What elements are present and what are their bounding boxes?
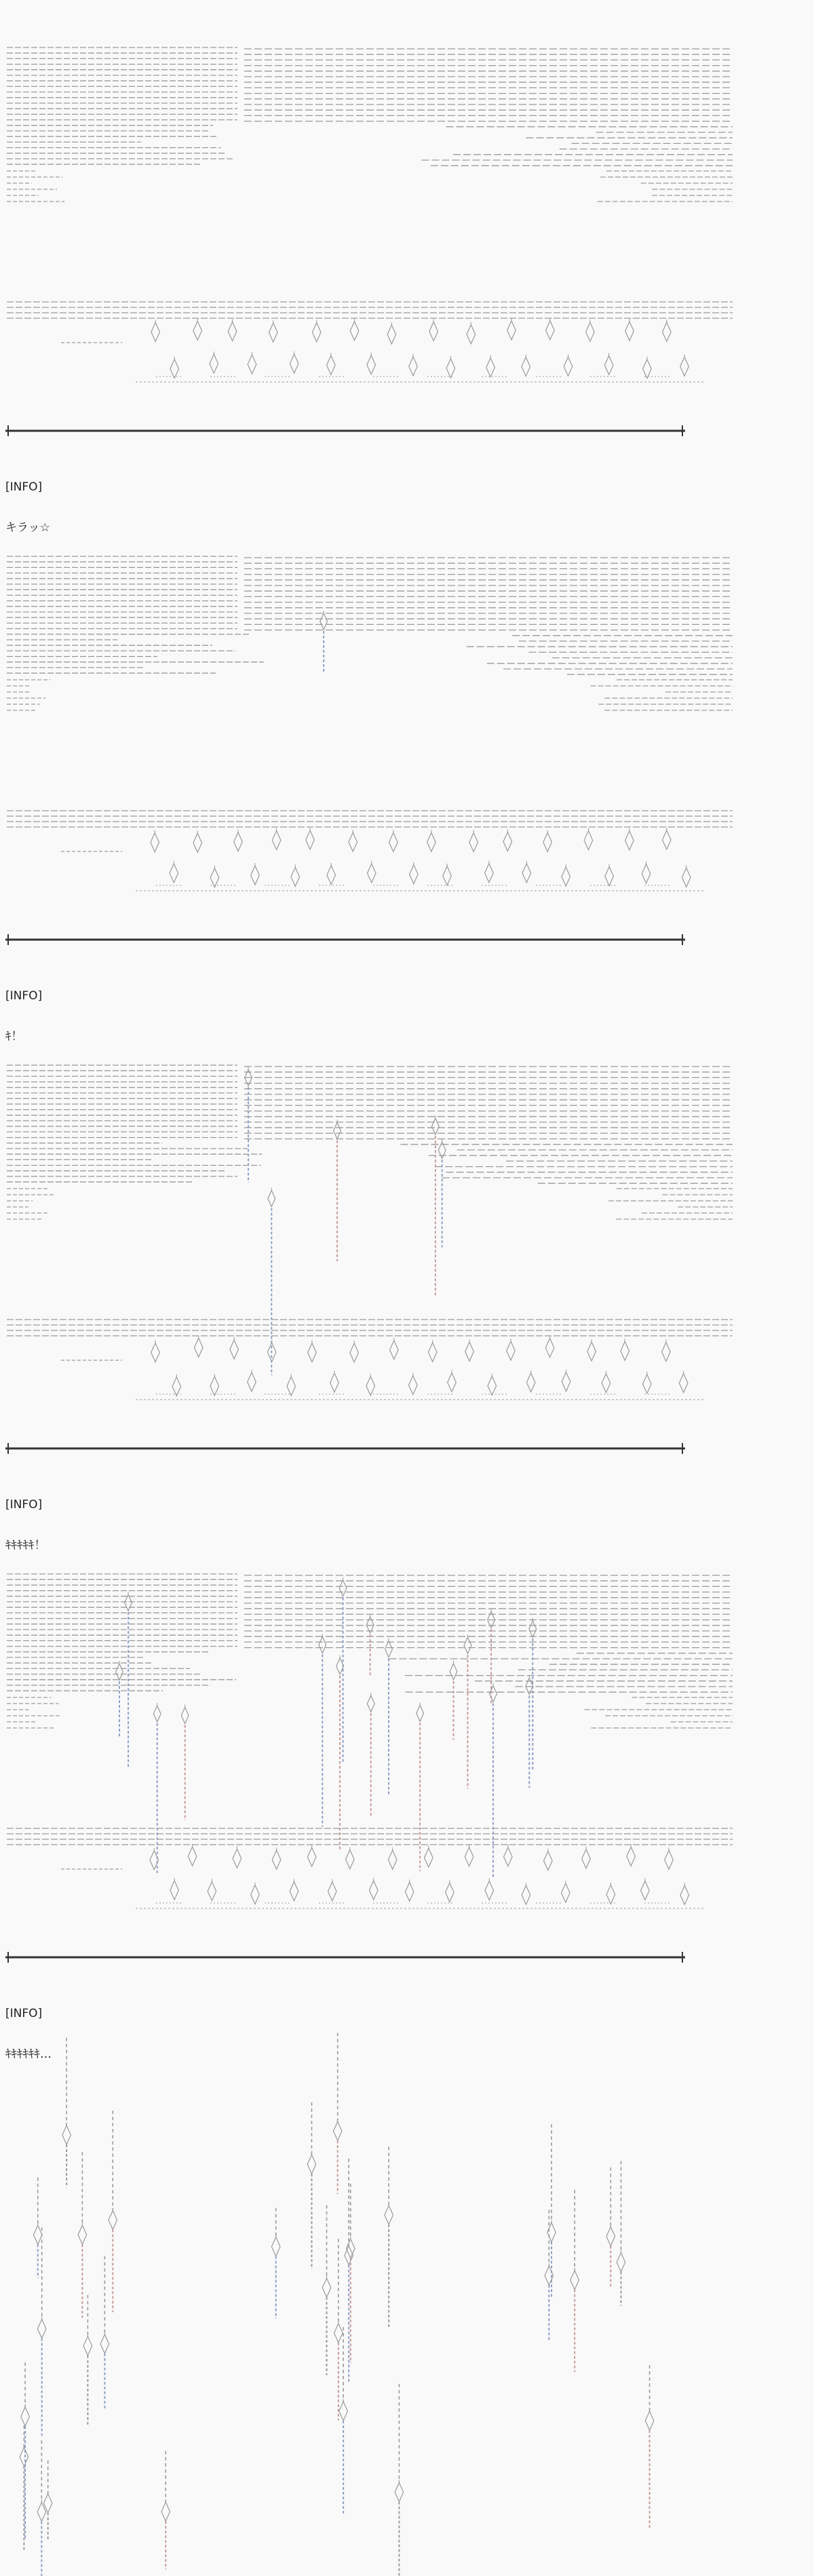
- falling-sparkle-4-6: [153, 1706, 161, 1722]
- ground-sparkle-3-0: [151, 1343, 160, 1362]
- ground-sparkle-1-19: [367, 355, 376, 374]
- ground-sparkle-3-24: [562, 1372, 570, 1391]
- ground-sparkle-3-6: [390, 1341, 399, 1360]
- ground-sparkle-2-24: [562, 867, 570, 886]
- falling-sparkle-4-14: [339, 1580, 347, 1596]
- final-sparkle-14: [307, 2155, 316, 2174]
- ground-sparkle-4-24: [562, 1883, 570, 1902]
- ground-sparkle-2-1: [193, 833, 202, 852]
- ground-sparkle-1-18: [327, 355, 336, 374]
- ground-sparkle-1-22: [486, 358, 495, 377]
- ground-sparkle-1-15: [210, 354, 218, 373]
- final-sparkle-10: [333, 2121, 342, 2140]
- ground-sparkle-4-14: [170, 1881, 179, 1900]
- falling-sparkle-4-4: [125, 1594, 132, 1611]
- ground-sparkle-1-12: [625, 322, 634, 341]
- ground-sparkle-2-21: [443, 866, 452, 885]
- ground-sparkle-3-18: [330, 1373, 339, 1392]
- info-label-2: [5, 962, 42, 1071]
- ground-sparkle-4-16: [251, 1885, 260, 1904]
- ground-sparkle-2-19: [367, 864, 376, 883]
- final-sparkle-4: [606, 2227, 615, 2246]
- ground-sparkle-4-11: [582, 1849, 591, 1868]
- ground-sparkle-1-4: [312, 323, 321, 342]
- ground-sparkle-3-2: [230, 1340, 239, 1359]
- ground-sparkle-2-9: [503, 832, 512, 851]
- ground-sparkle-3-12: [621, 1341, 629, 1360]
- ground-sparkle-1-7: [429, 322, 438, 341]
- final-sparkle-16: [645, 2411, 654, 2430]
- final-sparkle-2: [322, 2278, 331, 2297]
- info-caption-2: ｷ！: [5, 1030, 23, 1043]
- ground-sparkle-2-14: [170, 864, 178, 883]
- ground-sparkle-2-5: [349, 832, 357, 851]
- ground-sparkle-3-7: [428, 1343, 437, 1362]
- ground-sparkle-4-17: [290, 1882, 298, 1901]
- ground-sparkle-4-12: [627, 1847, 636, 1866]
- falling-sparkle-4-2: [385, 1641, 393, 1657]
- ground-sparkle-1-26: [643, 360, 652, 379]
- falling-sparkle-4-9: [450, 1664, 457, 1680]
- final-sparkle-24: [33, 2225, 42, 2244]
- ground-sparkle-1-11: [586, 322, 595, 341]
- ground-sparkle-2-27: [682, 868, 691, 887]
- ground-sparkle-3-16: [248, 1372, 256, 1391]
- ground-sparkle-3-20: [408, 1376, 417, 1395]
- ground-sparkle-3-27: [679, 1374, 688, 1393]
- ground-sparkle-2-6: [389, 832, 398, 851]
- ground-sparkle-3-5: [350, 1343, 359, 1362]
- info-caption-1: キラッ☆: [5, 521, 50, 535]
- ground-sparkle-4-19: [369, 1881, 378, 1900]
- ground-sparkle-1-27: [680, 357, 689, 376]
- ground-sparkle-4-8: [465, 1847, 473, 1866]
- ground-sparkle-4-18: [328, 1882, 337, 1901]
- ground-sparkle-2-2: [234, 832, 243, 851]
- ground-sparkle-1-14: [170, 360, 179, 379]
- ground-sparkle-2-16: [251, 866, 260, 885]
- ground-sparkle-4-7: [424, 1848, 433, 1867]
- ground-sparkle-3-23: [526, 1373, 535, 1392]
- ground-sparkle-2-25: [605, 867, 614, 886]
- ground-sparkle-2-11: [584, 831, 593, 850]
- ground-sparkle-2-8: [469, 832, 478, 851]
- ground-sparkle-1-2: [228, 322, 237, 341]
- ground-sparkle-3-9: [507, 1341, 516, 1360]
- ground-sparkle-2-3: [272, 830, 281, 849]
- info-tag-4: [INFO]: [5, 2007, 43, 2020]
- ground-sparkle-1-8: [467, 325, 476, 344]
- ground-sparkle-3-15: [210, 1377, 219, 1396]
- ground-sparkle-1-6: [387, 325, 396, 344]
- ground-sparkle-4-1: [188, 1847, 197, 1866]
- ground-sparkle-1-17: [290, 354, 298, 373]
- final-sparkle-11: [62, 2126, 71, 2145]
- info-caption-3: ｷｷｷｷｷ！: [5, 1539, 46, 1552]
- ground-sparkle-4-13: [665, 1850, 674, 1869]
- ground-sparkle-2-17: [291, 867, 300, 886]
- ground-sparkle-4-27: [680, 1885, 689, 1904]
- final-sparkle-3: [37, 2320, 46, 2339]
- falling-sparkle-4-1: [464, 1637, 471, 1653]
- ground-sparkle-4-2: [233, 1849, 241, 1868]
- ground-sparkle-4-3: [272, 1850, 281, 1869]
- ground-sparkle-1-9: [507, 321, 516, 340]
- final-sparkle-23: [20, 2447, 28, 2466]
- ground-sparkle-4-9: [504, 1847, 513, 1866]
- final-sparkle-12: [21, 2407, 30, 2426]
- ground-sparkle-1-10: [546, 321, 555, 340]
- falling-sparkle-3-2: [268, 1191, 275, 1207]
- ground-sparkle-1-20: [409, 357, 418, 376]
- info-tag-1: [INFO]: [5, 480, 43, 494]
- falling-sparkle-4-13: [181, 1708, 189, 1724]
- ground-sparkle-2-23: [522, 864, 531, 883]
- ground-sparkle-3-26: [642, 1374, 651, 1393]
- final-sparkle-13: [161, 2502, 170, 2521]
- final-sparkle-9: [100, 2334, 109, 2353]
- ground-sparkle-4-25: [606, 1885, 615, 1904]
- falling-sparkle-4-0: [319, 1637, 326, 1653]
- ground-sparkle-1-3: [269, 323, 277, 342]
- falling-sparkle-4-7: [416, 1705, 424, 1721]
- ground-sparkle-4-6: [388, 1850, 397, 1869]
- ground-sparkle-2-18: [327, 866, 336, 885]
- final-sparkle-25: [109, 2210, 117, 2229]
- ground-sparkle-4-4: [307, 1847, 316, 1866]
- ground-sparkle-2-13: [662, 830, 671, 849]
- final-sparkle-5: [385, 2206, 393, 2225]
- ground-sparkle-1-21: [446, 359, 455, 378]
- info-tag-3: [INFO]: [5, 1498, 43, 1512]
- ground-sparkle-3-25: [602, 1374, 610, 1393]
- falling-sparkle-3-3: [431, 1118, 439, 1134]
- final-sparkle-17: [83, 2337, 92, 2356]
- falling-sparkle-4-12: [116, 1664, 123, 1680]
- ground-sparkle-1-24: [564, 357, 573, 376]
- ground-sparkle-4-10: [544, 1851, 553, 1870]
- ground-sparkle-2-20: [410, 865, 419, 884]
- final-sparkle-26: [617, 2253, 625, 2272]
- final-sparkle-15: [339, 2402, 348, 2421]
- ground-sparkle-2-15: [210, 868, 219, 887]
- ground-sparkle-3-21: [448, 1373, 457, 1392]
- ground-sparkle-1-5: [350, 322, 359, 341]
- ground-sparkle-3-13: [662, 1343, 671, 1362]
- ground-sparkle-3-17: [287, 1377, 296, 1396]
- ground-sparkle-3-10: [545, 1339, 554, 1358]
- ground-sparkle-2-7: [427, 832, 436, 851]
- info-label-4: [5, 1980, 52, 2088]
- ground-sparkle-1-23: [522, 357, 530, 376]
- final-sparkle-22: [334, 2324, 343, 2343]
- ground-sparkle-4-22: [485, 1881, 494, 1900]
- info-label-1: [5, 453, 50, 562]
- final-sparkle-8: [395, 2482, 404, 2501]
- ground-sparkle-3-8: [465, 1342, 474, 1361]
- ground-sparkle-2-10: [543, 832, 552, 851]
- ground-sparkle-1-25: [604, 355, 613, 374]
- falling-sparkle-4-10: [529, 1621, 537, 1637]
- ground-sparkle-1-16: [248, 355, 256, 374]
- final-sparkle-21: [271, 2237, 280, 2256]
- ground-sparkle-2-0: [151, 833, 159, 852]
- ground-sparkle-3-1: [194, 1338, 203, 1357]
- ground-sparkle-1-13: [663, 322, 672, 341]
- ground-sparkle-4-26: [641, 1881, 650, 1900]
- ground-sparkle-3-14: [172, 1377, 181, 1396]
- ground-sparkle-4-15: [208, 1882, 216, 1901]
- ground-sparkle-4-21: [446, 1883, 454, 1902]
- ground-sparkle-3-11: [587, 1342, 596, 1361]
- ground-sparkle-1-1: [193, 321, 202, 340]
- ground-sparkle-3-4: [308, 1343, 317, 1362]
- ground-sparkle-4-20: [405, 1882, 414, 1901]
- ground-sparkle-4-23: [522, 1885, 530, 1904]
- ground-sparkle-3-22: [488, 1377, 497, 1396]
- falling-sparkle-2-0: [320, 613, 328, 630]
- ground-sparkle-4-5: [346, 1850, 355, 1869]
- falling-sparkle-3-1: [334, 1123, 341, 1139]
- info-label-3: [5, 1471, 46, 1579]
- final-sparkle-19: [570, 2271, 579, 2290]
- ground-sparkle-2-26: [642, 864, 651, 883]
- ground-sparkle-1-0: [151, 322, 160, 341]
- info-tag-2: [INFO]: [5, 989, 43, 1003]
- falling-sparkle-4-11: [367, 1695, 374, 1712]
- ground-sparkle-3-19: [366, 1377, 375, 1396]
- ground-sparkle-2-4: [306, 830, 315, 849]
- final-sparkle-1: [78, 2225, 87, 2244]
- ground-sparkle-2-12: [625, 831, 634, 850]
- final-sparkle-0: [547, 2223, 556, 2242]
- info-caption-4: ｷｷｷｷｷｷ…: [5, 2048, 52, 2061]
- ground-sparkle-2-22: [485, 864, 494, 883]
